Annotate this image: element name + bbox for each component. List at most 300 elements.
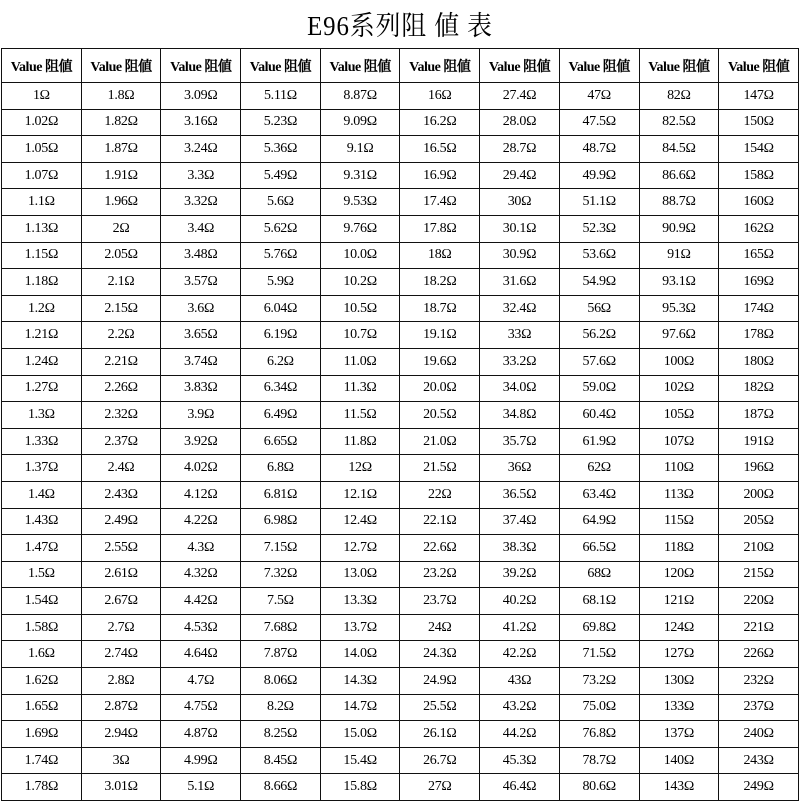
resistor-value-cell: 1.07Ω	[2, 162, 82, 189]
resistor-value-cell: 3.92Ω	[161, 428, 241, 455]
resistor-value-cell: 73.2Ω	[559, 668, 639, 695]
resistor-value-cell: 220Ω	[719, 588, 799, 615]
table-row	[2, 375, 799, 402]
resistor-value-cell: 8.87Ω	[320, 83, 400, 110]
resistor-value-cell: 13.7Ω	[320, 614, 400, 641]
resistor-value-cell: 174Ω	[719, 295, 799, 322]
resistor-value-cell: 12Ω	[320, 455, 400, 482]
resistor-value-cell: 68Ω	[559, 561, 639, 588]
resistor-value-cell: 102Ω	[639, 375, 719, 402]
resistor-value-cell: 4.3Ω	[161, 535, 241, 562]
resistor-value-cell: 7.87Ω	[241, 641, 321, 668]
resistor-value-cell: 2.55Ω	[81, 535, 161, 562]
resistor-value-cell: 3.24Ω	[161, 136, 241, 163]
resistor-value-cell: 1.24Ω	[2, 348, 82, 375]
resistor-value-cell: 22.1Ω	[400, 508, 480, 535]
resistor-value-cell: 10.5Ω	[320, 295, 400, 322]
resistor-value-cell: 7.68Ω	[241, 614, 321, 641]
resistor-value-cell: 1.58Ω	[2, 614, 82, 641]
resistor-value-cell: 7.32Ω	[241, 561, 321, 588]
resistor-value-cell: 20.5Ω	[400, 402, 480, 429]
resistor-value-cell: 33.2Ω	[480, 348, 560, 375]
resistor-value-cell: 22Ω	[400, 481, 480, 508]
resistor-value-cell: 1.3Ω	[2, 402, 82, 429]
resistor-value-cell: 71.5Ω	[559, 641, 639, 668]
resistor-value-cell: 31.6Ω	[480, 269, 560, 296]
resistor-value-cell: 18Ω	[400, 242, 480, 269]
resistor-value-cell: 33Ω	[480, 322, 560, 349]
resistor-value-cell: 78.7Ω	[559, 747, 639, 774]
table-row	[2, 189, 799, 216]
resistor-value-cell: 44.2Ω	[480, 721, 560, 748]
resistor-value-cell: 243Ω	[719, 747, 799, 774]
column-header-7: Value 阻値	[480, 49, 560, 83]
resistor-value-cell: 18.7Ω	[400, 295, 480, 322]
resistor-value-cell: 150Ω	[719, 109, 799, 136]
resistor-value-cell: 5.76Ω	[241, 242, 321, 269]
resistor-value-cell: 41.2Ω	[480, 614, 560, 641]
resistor-value-cell: 5.36Ω	[241, 136, 321, 163]
e96-resistor-table	[1, 48, 799, 801]
resistor-value-cell: 3.83Ω	[161, 375, 241, 402]
resistor-value-cell: 232Ω	[719, 668, 799, 695]
resistor-value-cell: 10.0Ω	[320, 242, 400, 269]
resistor-value-cell: 14.3Ω	[320, 668, 400, 695]
resistor-value-cell: 21.5Ω	[400, 455, 480, 482]
table-row	[2, 774, 799, 801]
resistor-value-cell: 82.5Ω	[639, 109, 719, 136]
resistor-value-cell: 60.4Ω	[559, 402, 639, 429]
resistor-value-cell: 137Ω	[639, 721, 719, 748]
resistor-value-cell: 14.7Ω	[320, 694, 400, 721]
resistor-value-cell: 43.2Ω	[480, 694, 560, 721]
resistor-value-cell: 240Ω	[719, 721, 799, 748]
resistor-value-cell: 17.4Ω	[400, 189, 480, 216]
resistor-value-cell: 162Ω	[719, 215, 799, 242]
header-row	[2, 49, 799, 83]
resistor-value-cell: 30.1Ω	[480, 215, 560, 242]
resistor-value-cell: 34.8Ω	[480, 402, 560, 429]
table-row	[2, 614, 799, 641]
resistor-value-cell: 6.98Ω	[241, 508, 321, 535]
resistor-value-cell: 59.0Ω	[559, 375, 639, 402]
resistor-value-cell: 1.33Ω	[2, 428, 82, 455]
resistor-value-cell: 28.7Ω	[480, 136, 560, 163]
resistor-value-cell: 5.1Ω	[161, 774, 241, 801]
resistor-value-cell: 1.27Ω	[2, 375, 82, 402]
table-row	[2, 242, 799, 269]
resistor-value-cell: 3.32Ω	[161, 189, 241, 216]
resistor-value-cell: 115Ω	[639, 508, 719, 535]
resistor-value-cell: 2.94Ω	[81, 721, 161, 748]
resistor-value-cell: 1Ω	[2, 83, 82, 110]
resistor-value-cell: 1.62Ω	[2, 668, 82, 695]
table-row	[2, 588, 799, 615]
resistor-value-cell: 26.1Ω	[400, 721, 480, 748]
resistor-value-cell: 2.4Ω	[81, 455, 161, 482]
resistor-value-cell: 20.0Ω	[400, 375, 480, 402]
table-row	[2, 535, 799, 562]
column-header-8: Value 阻値	[559, 49, 639, 83]
resistor-value-cell: 215Ω	[719, 561, 799, 588]
resistor-value-cell: 6.65Ω	[241, 428, 321, 455]
resistor-value-cell: 1.96Ω	[81, 189, 161, 216]
resistor-value-cell: 37.4Ω	[480, 508, 560, 535]
resistor-value-cell: 1.18Ω	[2, 269, 82, 296]
table-row	[2, 269, 799, 296]
resistor-value-cell: 113Ω	[639, 481, 719, 508]
resistor-value-cell: 1.2Ω	[2, 295, 82, 322]
resistor-value-cell: 69.8Ω	[559, 614, 639, 641]
column-header-2: Value 阻値	[81, 49, 161, 83]
resistor-value-cell: 86.6Ω	[639, 162, 719, 189]
resistor-value-cell: 11.0Ω	[320, 348, 400, 375]
resistor-value-cell: 18.2Ω	[400, 269, 480, 296]
resistor-value-cell: 30.9Ω	[480, 242, 560, 269]
resistor-value-cell: 57.6Ω	[559, 348, 639, 375]
resistor-value-cell: 3.16Ω	[161, 109, 241, 136]
resistor-value-cell: 26.7Ω	[400, 747, 480, 774]
resistor-value-cell: 3.01Ω	[81, 774, 161, 801]
resistor-value-cell: 3.74Ω	[161, 348, 241, 375]
resistor-value-cell: 205Ω	[719, 508, 799, 535]
resistor-value-cell: 165Ω	[719, 242, 799, 269]
resistor-value-cell: 13.0Ω	[320, 561, 400, 588]
resistor-value-cell: 51.1Ω	[559, 189, 639, 216]
resistor-value-cell: 121Ω	[639, 588, 719, 615]
resistor-value-cell: 36Ω	[480, 455, 560, 482]
resistor-value-cell: 68.1Ω	[559, 588, 639, 615]
resistor-value-cell: 6.2Ω	[241, 348, 321, 375]
resistor-value-cell: 16.9Ω	[400, 162, 480, 189]
resistor-value-cell: 2Ω	[81, 215, 161, 242]
resistor-value-cell: 53.6Ω	[559, 242, 639, 269]
table-row	[2, 641, 799, 668]
resistor-value-cell: 237Ω	[719, 694, 799, 721]
resistor-value-cell: 2.87Ω	[81, 694, 161, 721]
resistor-value-cell: 4.53Ω	[161, 614, 241, 641]
resistor-value-cell: 84.5Ω	[639, 136, 719, 163]
resistor-value-cell: 3.3Ω	[161, 162, 241, 189]
resistor-value-cell: 48.7Ω	[559, 136, 639, 163]
resistor-value-cell: 24.3Ω	[400, 641, 480, 668]
resistor-value-cell: 19.1Ω	[400, 322, 480, 349]
resistor-value-cell: 130Ω	[639, 668, 719, 695]
resistor-value-cell: 80.6Ω	[559, 774, 639, 801]
resistor-value-cell: 2.05Ω	[81, 242, 161, 269]
resistor-value-cell: 47.5Ω	[559, 109, 639, 136]
resistor-value-cell: 221Ω	[719, 614, 799, 641]
resistor-value-cell: 182Ω	[719, 375, 799, 402]
table-header	[2, 49, 799, 83]
resistor-value-cell: 1.91Ω	[81, 162, 161, 189]
resistor-value-cell: 16.5Ω	[400, 136, 480, 163]
resistor-value-cell: 2.74Ω	[81, 641, 161, 668]
resistor-value-cell: 11.8Ω	[320, 428, 400, 455]
resistor-value-cell: 46.4Ω	[480, 774, 560, 801]
resistor-value-cell: 4.42Ω	[161, 588, 241, 615]
resistor-value-cell: 120Ω	[639, 561, 719, 588]
resistor-value-cell: 90.9Ω	[639, 215, 719, 242]
resistor-value-cell: 6.8Ω	[241, 455, 321, 482]
resistor-value-cell: 1.15Ω	[2, 242, 82, 269]
resistor-value-cell: 147Ω	[719, 83, 799, 110]
table-row	[2, 83, 799, 110]
resistor-value-cell: 29.4Ω	[480, 162, 560, 189]
resistor-value-cell: 32.4Ω	[480, 295, 560, 322]
resistor-value-cell: 2.37Ω	[81, 428, 161, 455]
resistor-value-cell: 8.45Ω	[241, 747, 321, 774]
resistor-value-cell: 8.2Ω	[241, 694, 321, 721]
resistor-value-cell: 40.2Ω	[480, 588, 560, 615]
page-title: E96系列阻 値 表	[307, 11, 493, 41]
resistor-value-cell: 28.0Ω	[480, 109, 560, 136]
resistor-value-cell: 5.6Ω	[241, 189, 321, 216]
resistor-value-cell: 12.4Ω	[320, 508, 400, 535]
resistor-value-cell: 2.32Ω	[81, 402, 161, 429]
resistor-value-cell: 3.6Ω	[161, 295, 241, 322]
resistor-value-cell: 1.37Ω	[2, 455, 82, 482]
column-header-9: Value 阻値	[639, 49, 719, 83]
resistor-value-cell: 9.53Ω	[320, 189, 400, 216]
resistor-value-cell: 178Ω	[719, 322, 799, 349]
resistor-value-cell: 2.49Ω	[81, 508, 161, 535]
resistor-value-cell: 180Ω	[719, 348, 799, 375]
table-row	[2, 747, 799, 774]
resistor-value-cell: 66.5Ω	[559, 535, 639, 562]
column-header-6: Value 阻値	[400, 49, 480, 83]
resistor-value-cell: 4.87Ω	[161, 721, 241, 748]
resistor-value-cell: 76.8Ω	[559, 721, 639, 748]
resistor-value-cell: 2.8Ω	[81, 668, 161, 695]
resistor-value-cell: 95.3Ω	[639, 295, 719, 322]
resistor-value-cell: 5.23Ω	[241, 109, 321, 136]
resistor-value-cell: 2.26Ω	[81, 375, 161, 402]
resistor-value-cell: 82Ω	[639, 83, 719, 110]
resistor-value-cell: 6.81Ω	[241, 481, 321, 508]
resistor-value-cell: 196Ω	[719, 455, 799, 482]
resistor-value-cell: 7.15Ω	[241, 535, 321, 562]
resistor-value-cell: 6.19Ω	[241, 322, 321, 349]
column-header-10: Value 阻値	[719, 49, 799, 83]
resistor-value-cell: 12.7Ω	[320, 535, 400, 562]
resistor-value-cell: 24Ω	[400, 614, 480, 641]
resistor-value-cell: 5.11Ω	[241, 83, 321, 110]
resistor-value-cell: 1.6Ω	[2, 641, 82, 668]
resistor-value-cell: 3.57Ω	[161, 269, 241, 296]
resistor-value-cell: 3.09Ω	[161, 83, 241, 110]
resistor-value-cell: 17.8Ω	[400, 215, 480, 242]
table-row	[2, 561, 799, 588]
resistor-value-cell: 9.31Ω	[320, 162, 400, 189]
column-header-3: Value 阻値	[161, 49, 241, 83]
resistor-value-cell: 1.65Ω	[2, 694, 82, 721]
resistor-value-cell: 4.64Ω	[161, 641, 241, 668]
resistor-value-cell: 15.8Ω	[320, 774, 400, 801]
resistor-value-cell: 23.2Ω	[400, 561, 480, 588]
resistor-value-cell: 154Ω	[719, 136, 799, 163]
resistor-value-cell: 2.61Ω	[81, 561, 161, 588]
resistor-value-cell: 23.7Ω	[400, 588, 480, 615]
resistor-value-cell: 3.48Ω	[161, 242, 241, 269]
resistor-value-cell: 97.6Ω	[639, 322, 719, 349]
resistor-value-cell: 2.67Ω	[81, 588, 161, 615]
resistor-value-cell: 11.5Ω	[320, 402, 400, 429]
resistor-value-cell: 1.74Ω	[2, 747, 82, 774]
resistor-value-cell: 200Ω	[719, 481, 799, 508]
resistor-value-cell: 1.69Ω	[2, 721, 82, 748]
resistor-value-cell: 7.5Ω	[241, 588, 321, 615]
table-row	[2, 348, 799, 375]
resistor-value-cell: 133Ω	[639, 694, 719, 721]
resistor-value-cell: 8.66Ω	[241, 774, 321, 801]
resistor-value-cell: 49.9Ω	[559, 162, 639, 189]
resistor-value-cell: 140Ω	[639, 747, 719, 774]
resistor-value-cell: 30Ω	[480, 189, 560, 216]
resistor-value-cell: 8.25Ω	[241, 721, 321, 748]
resistor-value-cell: 124Ω	[639, 614, 719, 641]
resistor-value-cell: 191Ω	[719, 428, 799, 455]
table-row	[2, 109, 799, 136]
resistor-value-cell: 27.4Ω	[480, 83, 560, 110]
resistor-value-cell: 9.1Ω	[320, 136, 400, 163]
table-row	[2, 295, 799, 322]
resistor-value-cell: 107Ω	[639, 428, 719, 455]
resistor-value-cell: 9.76Ω	[320, 215, 400, 242]
resistor-value-cell: 210Ω	[719, 535, 799, 562]
resistor-value-cell: 1.4Ω	[2, 481, 82, 508]
resistor-value-cell: 100Ω	[639, 348, 719, 375]
resistor-value-cell: 11.3Ω	[320, 375, 400, 402]
resistor-value-cell: 93.1Ω	[639, 269, 719, 296]
resistor-value-cell: 54.9Ω	[559, 269, 639, 296]
resistor-value-cell: 105Ω	[639, 402, 719, 429]
resistor-value-cell: 13.3Ω	[320, 588, 400, 615]
resistor-value-cell: 34.0Ω	[480, 375, 560, 402]
table-body	[2, 83, 799, 801]
resistor-value-cell: 169Ω	[719, 269, 799, 296]
resistor-value-cell: 226Ω	[719, 641, 799, 668]
resistor-value-cell: 4.22Ω	[161, 508, 241, 535]
resistor-value-cell: 1.87Ω	[81, 136, 161, 163]
resistor-value-cell: 63.4Ω	[559, 481, 639, 508]
resistor-value-cell: 1.54Ω	[2, 588, 82, 615]
resistor-value-cell: 15.0Ω	[320, 721, 400, 748]
resistor-value-cell: 38.3Ω	[480, 535, 560, 562]
resistor-value-cell: 56.2Ω	[559, 322, 639, 349]
resistor-value-cell: 5.49Ω	[241, 162, 321, 189]
resistor-value-cell: 118Ω	[639, 535, 719, 562]
resistor-value-cell: 3.4Ω	[161, 215, 241, 242]
resistor-value-cell: 47Ω	[559, 83, 639, 110]
resistor-value-cell: 1.5Ω	[2, 561, 82, 588]
resistor-value-cell: 5.9Ω	[241, 269, 321, 296]
resistor-value-cell: 39.2Ω	[480, 561, 560, 588]
table-row	[2, 481, 799, 508]
resistor-value-cell: 3.9Ω	[161, 402, 241, 429]
resistor-value-cell: 6.04Ω	[241, 295, 321, 322]
table-row	[2, 322, 799, 349]
resistor-value-cell: 6.34Ω	[241, 375, 321, 402]
resistor-value-cell: 22.6Ω	[400, 535, 480, 562]
resistor-value-cell: 4.12Ω	[161, 481, 241, 508]
resistor-value-cell: 110Ω	[639, 455, 719, 482]
table-row	[2, 402, 799, 429]
table-row	[2, 162, 799, 189]
resistor-value-cell: 6.49Ω	[241, 402, 321, 429]
resistor-value-cell: 1.47Ω	[2, 535, 82, 562]
resistor-value-cell: 4.7Ω	[161, 668, 241, 695]
resistor-value-cell: 43Ω	[480, 668, 560, 695]
resistor-value-cell: 12.1Ω	[320, 481, 400, 508]
resistor-value-cell: 62Ω	[559, 455, 639, 482]
resistor-value-cell: 2.2Ω	[81, 322, 161, 349]
resistor-value-cell: 3.65Ω	[161, 322, 241, 349]
resistor-value-cell: 187Ω	[719, 402, 799, 429]
resistor-value-cell: 9.09Ω	[320, 109, 400, 136]
resistor-value-cell: 64.9Ω	[559, 508, 639, 535]
resistor-value-cell: 10.7Ω	[320, 322, 400, 349]
resistor-value-cell: 27Ω	[400, 774, 480, 801]
resistor-value-cell: 16Ω	[400, 83, 480, 110]
resistor-value-cell: 35.7Ω	[480, 428, 560, 455]
table-row	[2, 694, 799, 721]
table-row	[2, 508, 799, 535]
table-row	[2, 668, 799, 695]
column-header-1: Value 阻値	[2, 49, 82, 83]
resistor-value-cell: 4.02Ω	[161, 455, 241, 482]
resistor-value-cell: 19.6Ω	[400, 348, 480, 375]
resistor-value-cell: 2.7Ω	[81, 614, 161, 641]
resistor-value-cell: 2.15Ω	[81, 295, 161, 322]
resistor-value-cell: 1.02Ω	[2, 109, 82, 136]
resistor-value-cell: 158Ω	[719, 162, 799, 189]
table-row	[2, 428, 799, 455]
resistor-value-cell: 52.3Ω	[559, 215, 639, 242]
resistor-value-cell: 2.43Ω	[81, 481, 161, 508]
resistor-value-cell: 160Ω	[719, 189, 799, 216]
resistor-value-cell: 91Ω	[639, 242, 719, 269]
resistor-value-cell: 8.06Ω	[241, 668, 321, 695]
resistor-value-cell: 1.05Ω	[2, 136, 82, 163]
resistor-value-cell: 127Ω	[639, 641, 719, 668]
resistor-value-cell: 1.1Ω	[2, 189, 82, 216]
resistor-value-cell: 88.7Ω	[639, 189, 719, 216]
resistor-value-cell: 1.82Ω	[81, 109, 161, 136]
resistor-value-cell: 45.3Ω	[480, 747, 560, 774]
resistor-value-cell: 42.2Ω	[480, 641, 560, 668]
resistor-value-cell: 16.2Ω	[400, 109, 480, 136]
resistor-value-cell: 14.0Ω	[320, 641, 400, 668]
resistor-value-cell: 1.78Ω	[2, 774, 82, 801]
table-row	[2, 455, 799, 482]
resistor-value-cell: 21.0Ω	[400, 428, 480, 455]
resistor-value-cell: 2.21Ω	[81, 348, 161, 375]
table-row	[2, 136, 799, 163]
resistor-value-cell: 2.1Ω	[81, 269, 161, 296]
resistor-value-cell: 24.9Ω	[400, 668, 480, 695]
resistor-value-cell: 36.5Ω	[480, 481, 560, 508]
resistor-value-cell: 4.99Ω	[161, 747, 241, 774]
resistor-value-cell: 61.9Ω	[559, 428, 639, 455]
table-row	[2, 215, 799, 242]
resistor-value-cell: 56Ω	[559, 295, 639, 322]
table-row	[2, 721, 799, 748]
column-header-4: Value 阻値	[241, 49, 321, 83]
resistor-value-cell: 25.5Ω	[400, 694, 480, 721]
resistor-value-cell: 249Ω	[719, 774, 799, 801]
resistor-value-cell: 3Ω	[81, 747, 161, 774]
